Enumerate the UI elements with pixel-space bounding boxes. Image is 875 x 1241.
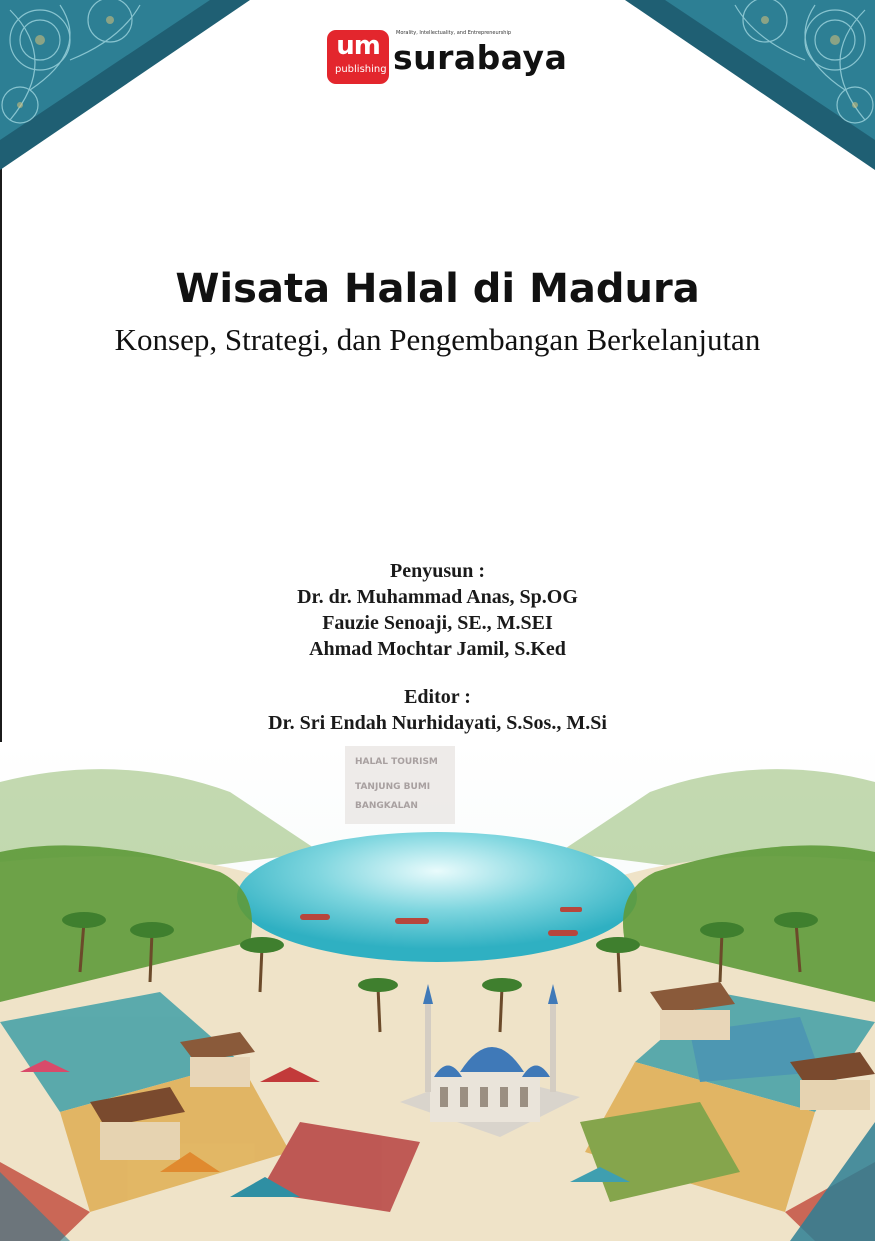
book-subtitle: Konsep, Strategi, dan Pengembangan Berkelanjutan — [114, 322, 761, 357]
logo-publishing: publishing — [335, 64, 387, 75]
tourism-sign — [345, 746, 455, 824]
sign-line-3: BANGKALAN — [355, 801, 418, 811]
sign-line-2: TANJUNG BUMI — [355, 782, 431, 792]
logo-mark: um — [336, 31, 380, 61]
logo-wordmark: surabaya — [393, 38, 568, 77]
logo-tagline: Morality, Intellectuality, and Entrepreneurship — [396, 30, 512, 36]
author-name: Fauzie Senoaji, SE., M.SEI — [322, 612, 553, 634]
publisher-logo — [327, 30, 577, 86]
corner-ornament-top-left — [0, 0, 250, 170]
cover-illustration — [0, 742, 875, 1241]
authors-label: Penyusun : — [389, 560, 486, 582]
corner-ornament-top-right — [625, 0, 875, 170]
author-name: Dr. dr. Muhammad Anas, Sp.OG — [297, 586, 578, 608]
editor-label: Editor : — [404, 686, 471, 708]
logo-badge — [327, 30, 389, 84]
editor-block — [0, 684, 875, 736]
author-name: Ahmad Mochtar Jamil, S.Ked — [309, 638, 566, 660]
sign-line-1: HALAL TOURISM — [355, 757, 438, 767]
authors-block — [0, 558, 875, 662]
book-title: Wisata Halal di Madura — [175, 266, 700, 312]
editor-name: Dr. Sri Endah Nurhidayati, S.Sos., M.Si — [268, 712, 607, 734]
